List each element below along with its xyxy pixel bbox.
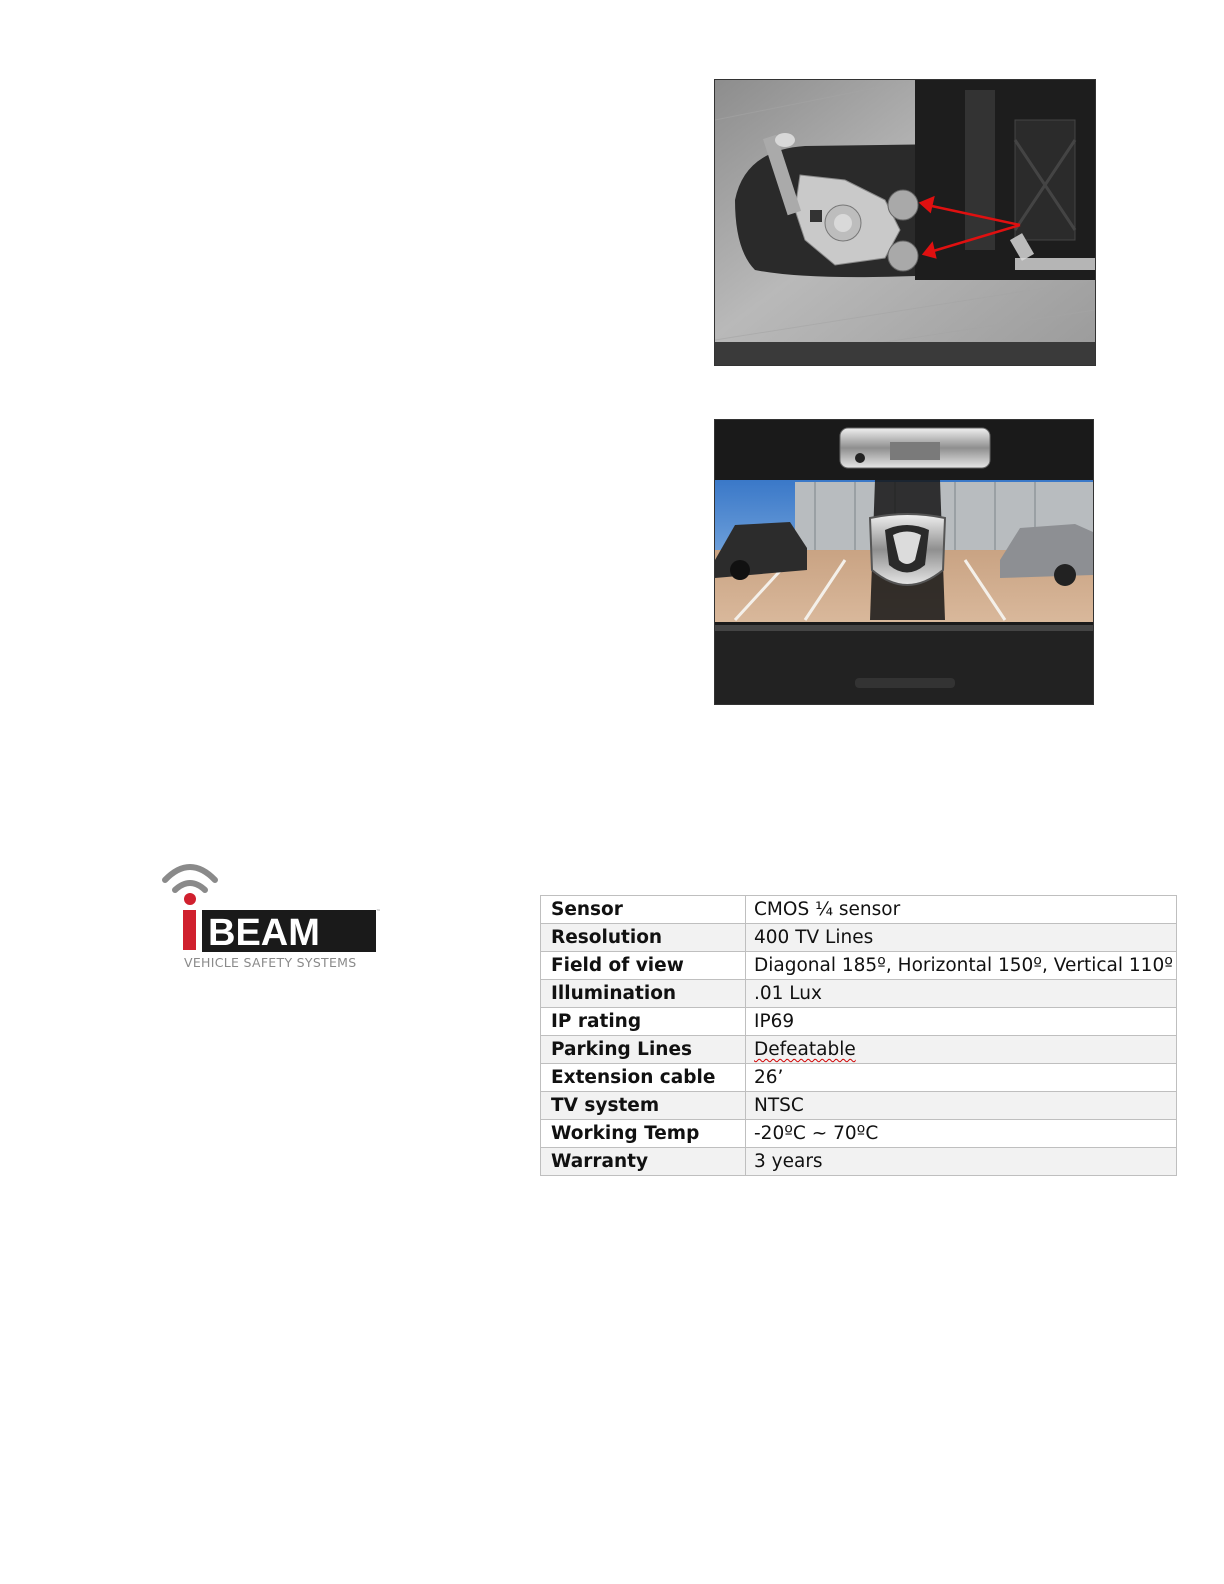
- spec-label: Warranty: [541, 1148, 746, 1176]
- spec-value: IP69: [746, 1008, 1177, 1036]
- tailgate-handle-bracket-photo: [714, 79, 1096, 366]
- table-row: [541, 1064, 1177, 1092]
- table-row: [541, 980, 1177, 1008]
- logo-subtitle: VEHICLE SAFETY SYSTEMS: [184, 955, 357, 970]
- wifi-signal-icon: [165, 867, 215, 890]
- spec-label: Parking Lines: [541, 1036, 746, 1064]
- spec-label: TV system: [541, 1092, 746, 1120]
- ibeam-logo: [160, 858, 390, 978]
- spec-label: Resolution: [541, 924, 746, 952]
- spec-label: Extension cable: [541, 1064, 746, 1092]
- spec-value: 3 years: [746, 1148, 1177, 1176]
- table-row: [541, 1036, 1177, 1064]
- spec-value: -20ºC ~ 70ºC: [746, 1120, 1177, 1148]
- spec-label: Sensor: [541, 896, 746, 924]
- logo-wordmark: BEAM: [208, 912, 320, 954]
- backup-camera-view-photo: [714, 419, 1094, 705]
- spec-value: 400 TV Lines: [746, 924, 1177, 952]
- spec-label: Working Temp: [541, 1120, 746, 1148]
- spec-value: 26’: [746, 1064, 1177, 1092]
- spec-label: Illumination: [541, 980, 746, 1008]
- spec-table: [540, 895, 1177, 1176]
- table-row: [541, 1120, 1177, 1148]
- spec-label: Field of view: [541, 952, 746, 980]
- spec-value: .01 Lux: [746, 980, 1177, 1008]
- table-row: [541, 924, 1177, 952]
- spec-label: IP rating: [541, 1008, 746, 1036]
- spec-value-cell: [746, 1036, 1177, 1064]
- table-row: [541, 896, 1177, 924]
- spec-value: CMOS ¼ sensor: [746, 896, 1177, 924]
- spec-value: NTSC: [746, 1092, 1177, 1120]
- spec-value: Defeatable: [754, 1039, 856, 1060]
- table-row: [541, 1008, 1177, 1036]
- spec-value: Diagonal 185º, Horizontal 150º, Vertical 110º: [746, 952, 1177, 980]
- table-row: [541, 1148, 1177, 1176]
- table-row: [541, 952, 1177, 980]
- svg-text:™: ™: [376, 909, 381, 915]
- table-row: [541, 1092, 1177, 1120]
